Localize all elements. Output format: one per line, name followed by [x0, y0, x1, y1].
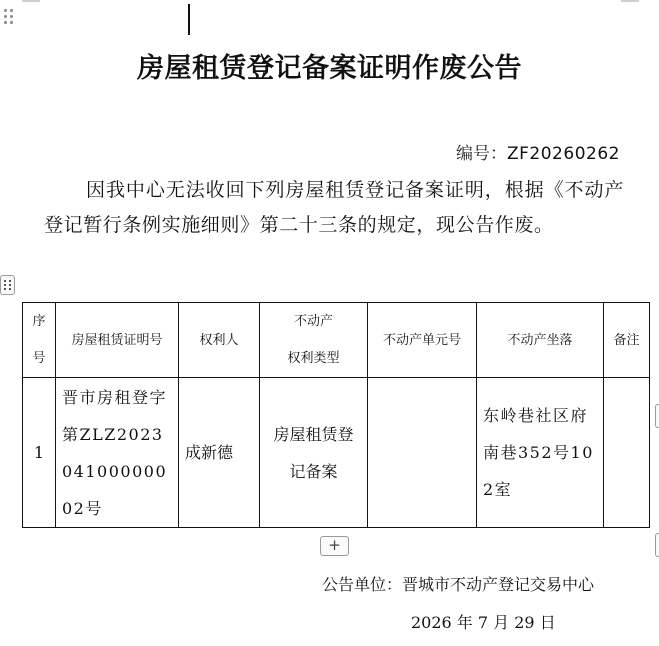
row-resize-handle-bottom[interactable] [655, 533, 659, 557]
cell-right-type[interactable]: 房屋租赁登记备案 [260, 378, 368, 528]
table-row [23, 378, 650, 528]
header-seq: 序号 [23, 303, 56, 378]
row-resize-handle[interactable] [655, 404, 659, 428]
header-holder: 权利人 [179, 303, 260, 378]
header-location: 不动产坐落 [477, 303, 604, 378]
cell-location[interactable]: 东岭巷社区府南巷352号102室 [477, 378, 604, 528]
cell-unit-no[interactable] [368, 378, 477, 528]
header-remark: 备注 [604, 303, 650, 378]
document-title: 房屋租赁登记备案证明作废公告 [137, 53, 522, 84]
cell-seq[interactable]: 1 [23, 378, 56, 528]
header-cert-no: 房屋租赁证明号 [56, 303, 179, 378]
header-right-type-line1: 不动产 [293, 314, 333, 329]
cell-cert-no[interactable]: 晋市房租登字第ZLZ202304100000002号 [56, 378, 179, 528]
document-number [456, 139, 620, 164]
issuer-line: 公告单位：晋城市不动产登记交易中心 [322, 575, 595, 594]
drag-handle-icon[interactable] [4, 9, 14, 25]
document-number-value: ZF20260262 [507, 144, 620, 164]
header-right-type [260, 303, 368, 378]
document-number-label: 编号： [456, 144, 507, 164]
cell-remark[interactable] [604, 378, 650, 528]
table-header-row [23, 303, 650, 378]
cell-holder[interactable]: 成新德 [179, 378, 260, 528]
text-cursor [188, 4, 190, 35]
notice-body: 因我中心无法收回下列房屋租赁登记备案证明，根据《不动产登记暂行条例实施细则》第二十三条的规定，现公告作废。 [44, 179, 624, 236]
page-corner-mark-left [22, 0, 40, 2]
table-move-icon[interactable] [0, 275, 15, 295]
issue-date: 2026 年 7 月 29 日 [411, 613, 556, 632]
header-unit-no: 不动产单元号 [368, 303, 477, 378]
add-row-button[interactable]: + [320, 536, 349, 556]
registration-table [22, 302, 650, 528]
header-right-type-line2: 权利类型 [287, 351, 340, 366]
page-corner-mark-right [621, 0, 639, 2]
